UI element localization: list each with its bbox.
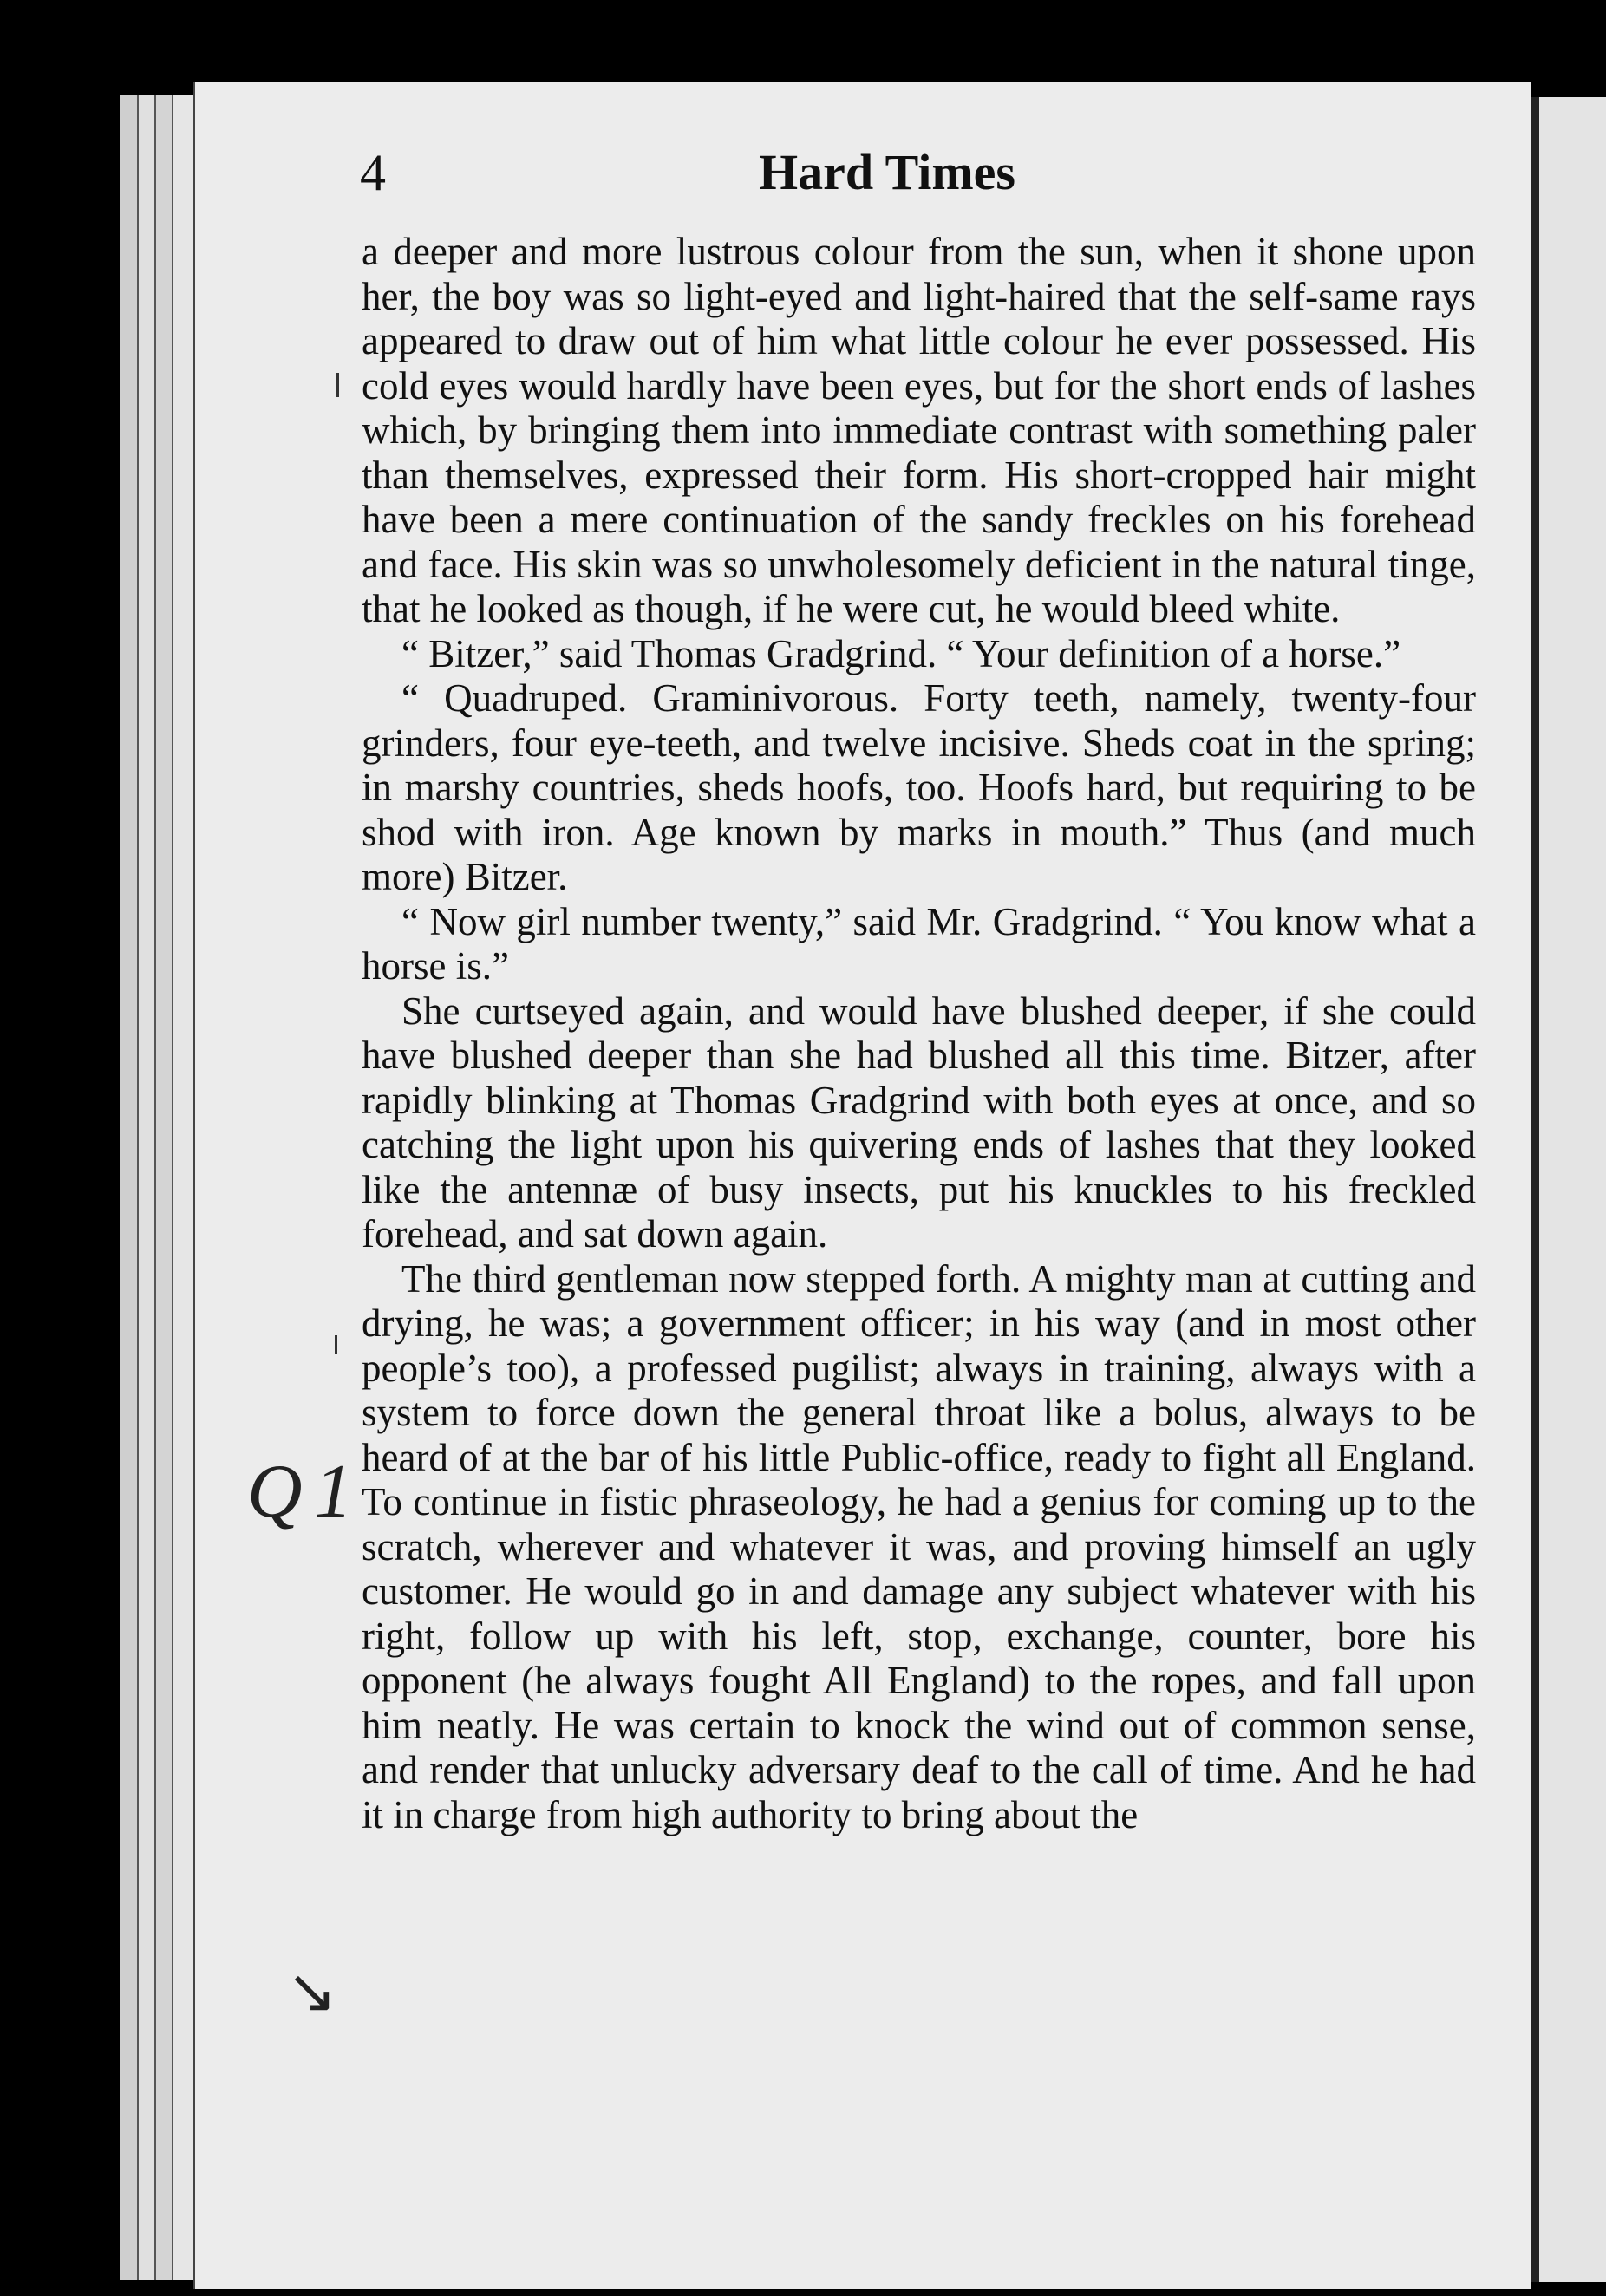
handwritten-arrow-mark: ↘ xyxy=(286,1959,337,2025)
paragraph: The third gentleman now stepped forth. A mighty man at cutting and drying, he was; a government officer; in his way (and in most other people’s too), a professed pugilist; always in training, always with a system to force down the general throat like a bolus, always to be heard of at the bar of his little Public-office, ready to fight all England. To continue in fistic phraseology, he had a genius for coming up to the scratch, wherever and whatever it was, and proving himself an ugly customer. He would go in and damage any subject whatever with his right, follow up with his left, stop, exchange, counter, bore his opponent (he always fought All England) to the ropes, and fall upon him neatly. He was certain to knock the wind out of common sense, and render that unlucky adversary deaf to the call of time. And he had it in charge from high authority to bring about the xyxy=(362,1256,1476,1836)
paragraph: “ Quadruped. Graminivorous. Forty teeth, namely, twenty-four grinders, four eye-teeth, and twelve incisive. Sheds coat in the spring; in marshy countries, sheds hoofs, too. Hoofs hard, but requiring to be shod with iron. Age known by marks in mouth.” Thus (and much more) Bitzer. xyxy=(362,676,1476,898)
running-title: Hard Times xyxy=(759,144,1015,200)
margin-tick-mark xyxy=(335,1335,337,1354)
page-edge xyxy=(120,95,139,2280)
book-page xyxy=(193,82,1531,2289)
page-edge xyxy=(139,95,156,2280)
paragraph: a deeper and more lustrous colour from the sun, when it shone upon her, the boy was so light-eyed and light-haired that the self-same rays appeared to draw out of him what little colour he ever possessed. His cold eyes would hardly have been eyes, but for the short ends of lashes which, by bringing them into immediate contrast with something paler than themselves, expressed their form. His short-cropped hair might have been a mere continuation of the sandy freckles on his forehead and face. His skin was so unwholesomely deficient in the natural tinge, that he looked as though, if he were cut, he would bleed white. xyxy=(362,230,1476,630)
page-number: 4 xyxy=(360,144,386,201)
paragraph: “ Bitzer,” said Thomas Gradgrind. “ Your definition of a horse.” xyxy=(402,631,1401,675)
page-edge xyxy=(156,95,173,2280)
paragraph: “ Now girl number twenty,” said Mr. Gradgrind. “ You know what a horse is.” xyxy=(362,899,1476,988)
page-header xyxy=(195,143,1533,212)
page-body xyxy=(362,230,1476,1837)
paragraph: She curtseyed again, and would have blushed deeper, if she could have blushed deeper than she had blushed all this time. Bitzer, after rapidly blinking at Thomas Gradgrind with both eyes at once, and so catching the light upon his quivering ends of lashes that they looked like the antennæ of busy insects, put his knuckles to his freckled forehead, and sat down again. xyxy=(362,988,1476,1256)
margin-tick-mark xyxy=(336,373,339,397)
handwritten-margin-note: Q1 xyxy=(247,1450,365,1534)
page-edge xyxy=(173,95,194,2280)
facing-page-edge xyxy=(1531,97,1606,2282)
